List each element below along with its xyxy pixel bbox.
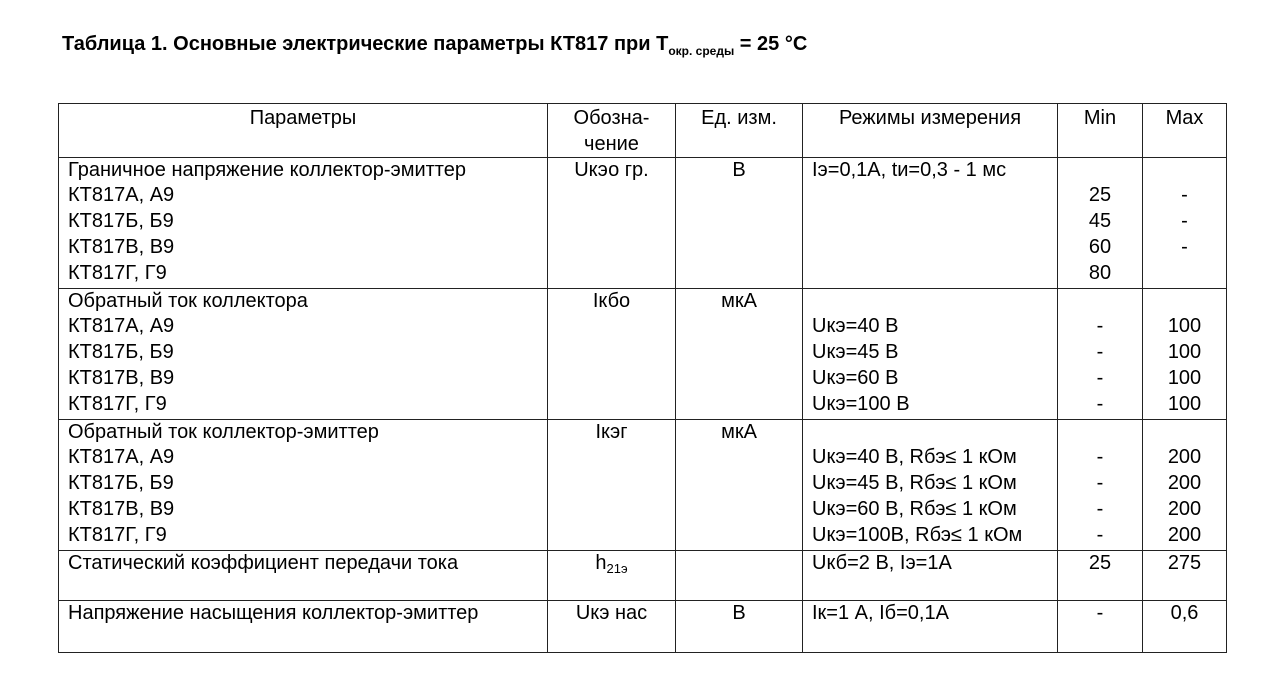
table-row xyxy=(59,288,1227,419)
max-cell: 200 200 200 200 xyxy=(1143,419,1227,550)
unit-cell: мкА xyxy=(676,419,803,550)
table-row xyxy=(59,157,1227,288)
max-cell: - - - xyxy=(1143,157,1227,288)
min-cell: - - - - xyxy=(1058,419,1143,550)
min-cell: - - - - xyxy=(1058,288,1143,419)
param-cell: Обратный ток коллектора КТ817А, А9 КТ817Б, Б9 КТ817В, В9 КТ817Г, Г9 xyxy=(59,288,548,419)
header-symbol: Обозна- чение xyxy=(548,104,676,158)
symbol-cell: Uкэо гр. xyxy=(548,157,676,288)
param-cell: Обратный ток коллектор-эмиттер КТ817А, А9 КТ817Б, Б9 КТ817В, В9 КТ817Г, Г9 xyxy=(59,419,548,550)
header-unit: Ед. изм. xyxy=(676,104,803,158)
header-max: Max xyxy=(1143,104,1227,158)
header-mode: Режимы измерения xyxy=(803,104,1058,158)
param-cell: Статический коэффициент передачи тока xyxy=(59,550,548,600)
mode-cell: Uкэ=40 В, Rбэ≤ 1 кОм Uкэ=45 В, Rбэ≤ 1 кОм Uкэ=60 В, Rбэ≤ 1 кОм Uкэ=100В, Rбэ≤ 1 кОм xyxy=(803,419,1058,550)
header-parameters: Параметры xyxy=(59,104,548,158)
table-row xyxy=(59,550,1227,600)
mode-cell: Iк=1 А, Iб=0,1А xyxy=(803,600,1058,652)
mode-cell: Uкб=2 В, Iэ=1А xyxy=(803,550,1058,600)
symbol-cell: Iкэг xyxy=(548,419,676,550)
min-cell: 25 xyxy=(1058,550,1143,600)
symbol-cell: $h_{21э}$ xyxy=(548,550,676,600)
param-cell: Граничное напряжение коллектор-эмиттер КТ817А, А9 КТ817Б, Б9 КТ817В, В9 КТ817Г, Г9 xyxy=(59,157,548,288)
mode-cell: Iэ=0,1А, tи=0,3 - 1 мс xyxy=(803,157,1058,288)
table-row xyxy=(59,600,1227,652)
unit-cell xyxy=(676,550,803,600)
min-cell: 25 45 60 80 xyxy=(1058,157,1143,288)
symbol-cell: Iкбо xyxy=(548,288,676,419)
header-row xyxy=(59,104,1227,158)
unit-cell: мкА xyxy=(676,288,803,419)
min-cell: - xyxy=(1058,600,1143,652)
unit-cell: В xyxy=(676,600,803,652)
table-row xyxy=(59,419,1227,550)
max-cell: 0,6 xyxy=(1143,600,1227,652)
header-min: Min xyxy=(1058,104,1143,158)
max-cell: 100 100 100 100 xyxy=(1143,288,1227,419)
param-cell: Напряжение насыщения коллектор-эмиттер xyxy=(59,600,548,652)
unit-cell: В xyxy=(676,157,803,288)
table-title: Таблица 1. Основные электрические параметры КТ817 при $T_{окр. среды} = 25$ °C xyxy=(62,33,808,58)
mode-cell: Uкэ=40 В Uкэ=45 В Uкэ=60 В Uкэ=100 В xyxy=(803,288,1058,419)
parameters-table xyxy=(58,103,1227,653)
max-cell: 275 xyxy=(1143,550,1227,600)
symbol-cell: Uкэ нас xyxy=(548,600,676,652)
